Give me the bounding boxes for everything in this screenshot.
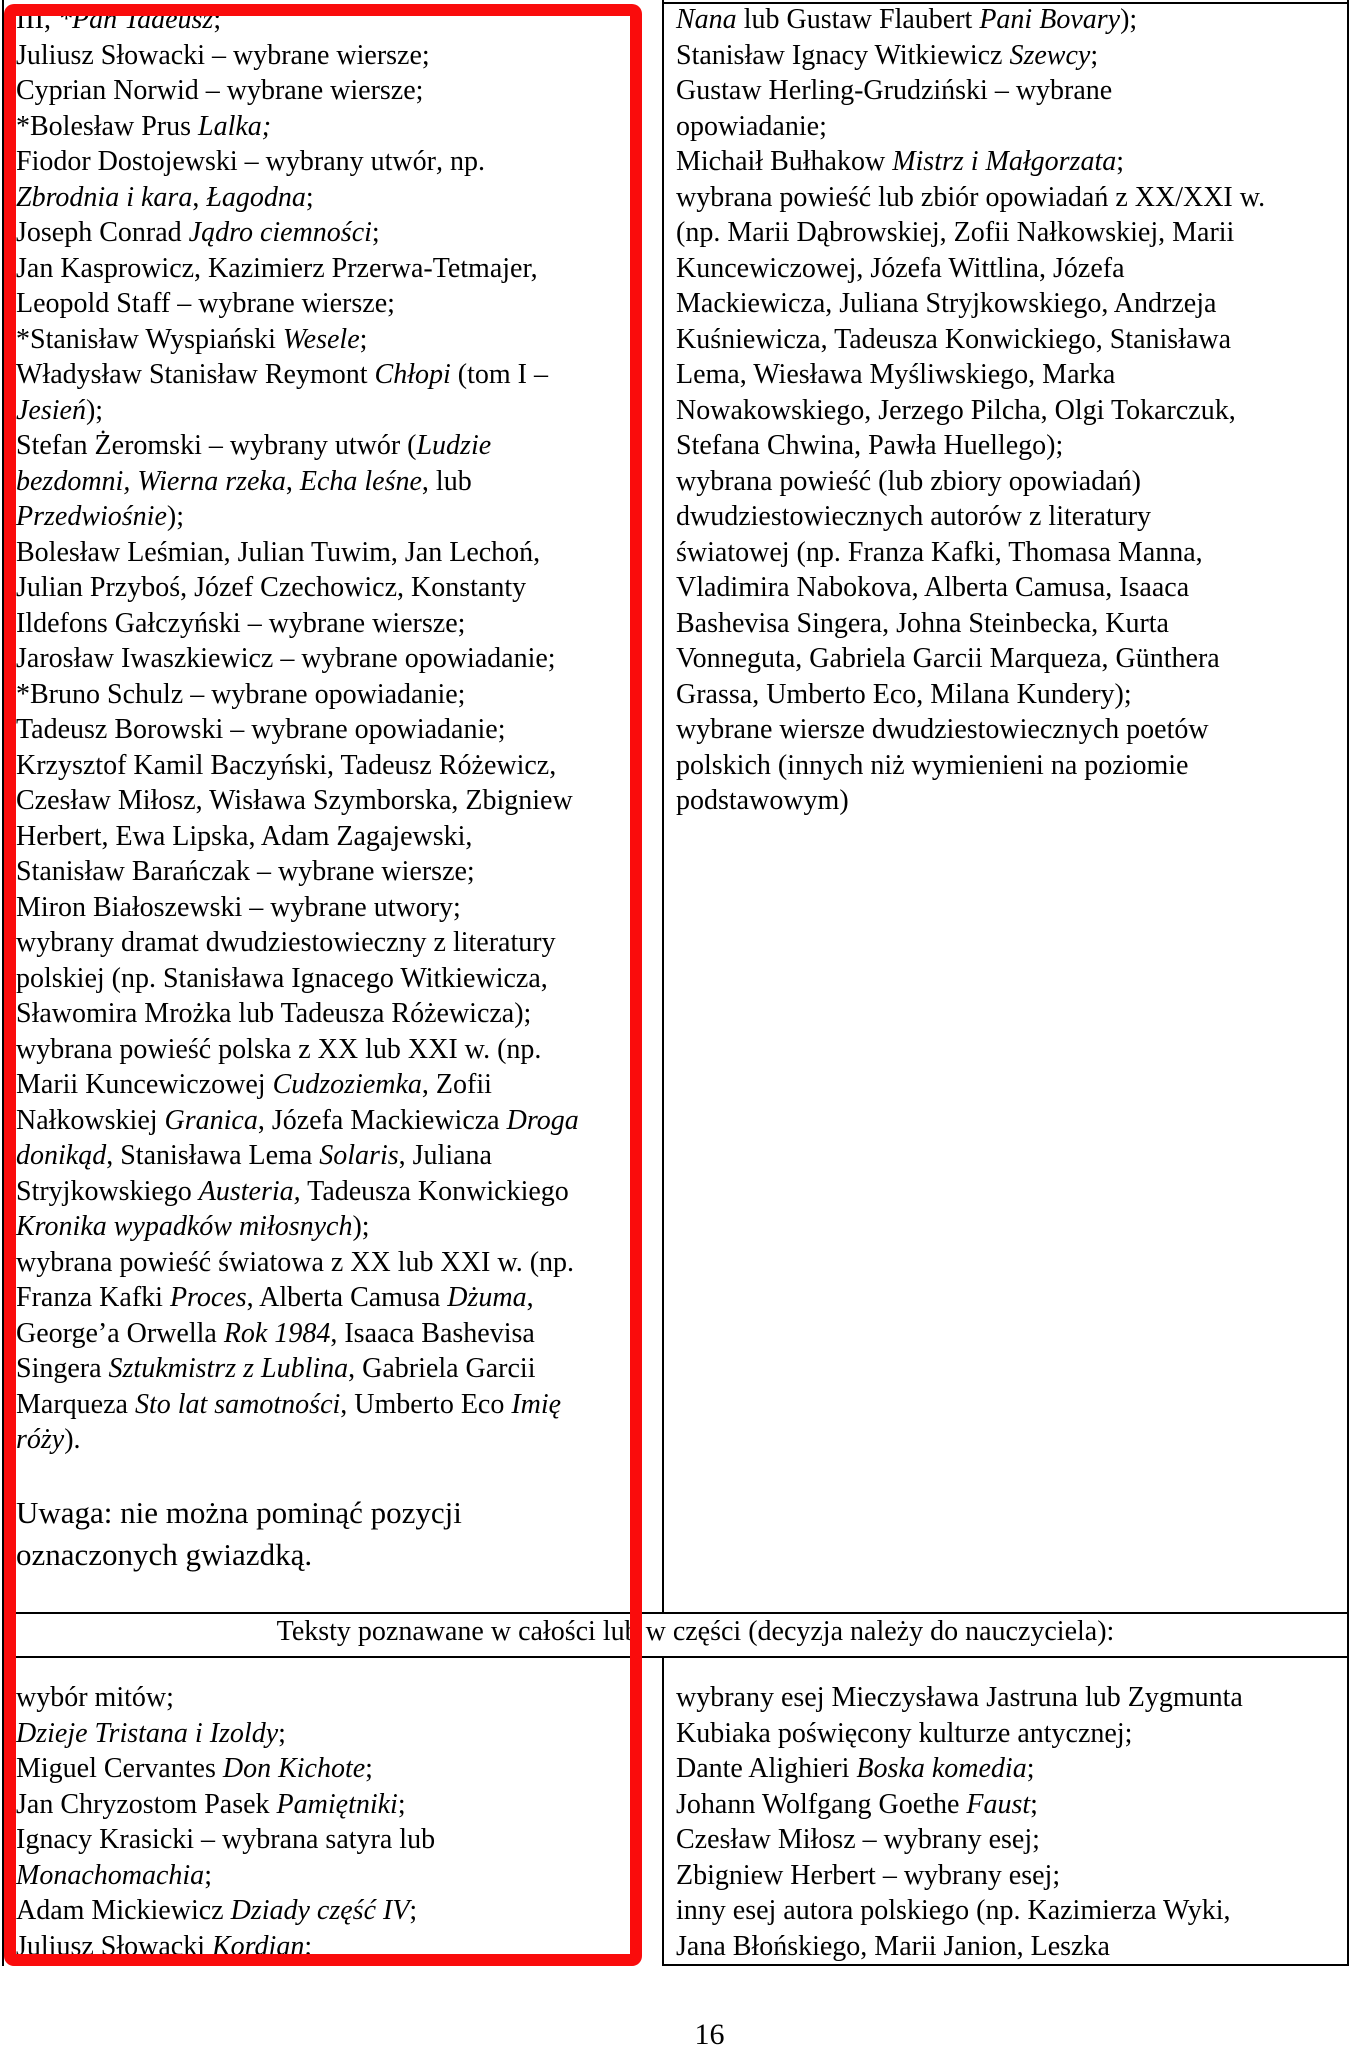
text-line [16, 1067, 579, 1103]
text-run: , Isaaca Bashevisa [330, 1317, 535, 1349]
text-line [16, 606, 579, 642]
text-run: , Alberta Camusa [246, 1282, 448, 1313]
italic-title: Kronika wypadków miłosnych [16, 1211, 353, 1242]
text-run: ; [305, 181, 314, 213]
italic-title: Dzieje Tristana i Izoldy [16, 1717, 279, 1749]
italic-title: Łagodna [206, 181, 306, 213]
italic-title: Lalka; [198, 110, 272, 142]
italic-title: Solaris [319, 1140, 399, 1171]
text-run: , [285, 465, 300, 497]
italic-title: Pamiętniki [276, 1788, 398, 1820]
text-run: Herbert, Ewa Lipska, Adam Zagajewski, [16, 820, 473, 852]
text-run: ; [304, 1930, 313, 1962]
text-run: Tadeusz Borowski – wybrane opowiadanie; [16, 714, 506, 745]
text-line [16, 322, 579, 358]
text-run: ); [352, 1211, 370, 1242]
text-run: Bashevisa Singera, Johna Steinbecka, Kurta [676, 607, 1169, 639]
text-run: polskiej (np. Stanisława Ignacego Witkiewicza, [16, 962, 548, 994]
text-line [16, 819, 579, 855]
text-run: Vladimira Nabokova, Alberta Camusa, Isaaca [676, 572, 1190, 603]
italic-title: Wesele [282, 323, 360, 355]
text-run: inny esej autora polskiego (np. Kazimierza Wyki, [676, 1895, 1231, 1926]
text-run: Sławomira Mrożka lub Tadeusza Różewicza); [16, 998, 532, 1029]
text-line [676, 109, 1265, 145]
text-run: , Józefa Mackiewicza [257, 1104, 507, 1136]
text-line [16, 357, 579, 393]
table-bottom-border [662, 1964, 1349, 1966]
text-run: ; [365, 1753, 373, 1784]
text-run: , Juliana [398, 1140, 492, 1171]
text-run: ; [1030, 1788, 1038, 1820]
text-line [16, 393, 579, 429]
text-line [16, 428, 579, 464]
text-line [676, 73, 1265, 109]
italic-title: Jesień [16, 394, 86, 426]
text-line [16, 890, 579, 926]
italic-title: Pani Bovary [979, 4, 1121, 35]
text-line [16, 641, 579, 677]
text-line [676, 1680, 1243, 1716]
text-run: ; [359, 323, 368, 355]
text-run: Stefan Żeromski – wybrany utwór ( [16, 430, 417, 461]
text-line [16, 783, 579, 819]
italic-title: *Pan Tadeusz [57, 4, 214, 35]
text-line [676, 464, 1265, 500]
reading-list-bottom-right [676, 1680, 1243, 1964]
text-line [676, 606, 1265, 642]
text-run: Stryjkowskiego [16, 1175, 199, 1207]
text-line [16, 215, 579, 251]
text-run: ); [166, 501, 184, 532]
text-run: podstawowym) [676, 785, 849, 816]
text-run: Michaił Bułhakow [676, 146, 893, 177]
text-line [676, 1822, 1243, 1858]
text-line [16, 1680, 435, 1716]
text-run: światowej (np. Franza Kafki, Thomasa Manna, [676, 536, 1203, 568]
italic-title: Sztukmistrz z Lublina [108, 1353, 349, 1384]
text-run: Singera [16, 1353, 109, 1384]
text-line [16, 180, 579, 216]
text-line [676, 215, 1265, 251]
text-line [16, 1209, 579, 1245]
text-line [676, 641, 1265, 677]
italic-title: Rok 1984 [223, 1317, 331, 1349]
text-line [676, 357, 1265, 393]
note-line: Uwaga: nie można pominąć pozycji [16, 1495, 462, 1530]
text-line [676, 428, 1265, 464]
text-line [16, 712, 579, 748]
text-line [16, 2, 579, 38]
text-run: (tom I – [450, 359, 548, 390]
text-run: Fiodor Dostojewski – wybrany utwór [16, 146, 436, 177]
text-line [676, 393, 1265, 429]
text-line [676, 499, 1265, 535]
text-line [676, 2, 1265, 38]
text-run: Jarosław Iwaszkiewicz – wybrane opowiadanie; [16, 643, 556, 674]
text-line [16, 1893, 435, 1929]
text-line [16, 73, 579, 109]
text-run: ; [1116, 146, 1125, 177]
text-line [16, 286, 579, 322]
text-run: Marii Kuncewiczowej [16, 1069, 273, 1100]
text-run: Ildefons Gałczyński – wybrane wiersze; [16, 607, 466, 639]
text-run: Bolesław Leśmian, Julian Tuwim, Jan Lechoń, [16, 536, 541, 568]
text-run: Stanisław Ignacy Witkiewicz [676, 39, 1010, 71]
text-run: wybór mitów; [16, 1682, 174, 1713]
text-run: , Zofii [421, 1069, 492, 1100]
section-heading: Teksty poznawane w całości lub w części (decyzja należy do nauczyciela): [276, 1616, 1115, 1647]
reading-list-bottom-left [16, 1680, 435, 1964]
text-run: , lub [421, 465, 472, 497]
italic-title: Dziady część IV [230, 1895, 410, 1926]
text-line [16, 1280, 579, 1316]
text-run: Leopold Staff – wybrane wiersze; [16, 288, 395, 319]
text-line [16, 1316, 579, 1352]
text-run: Miguel Cervantes [16, 1753, 223, 1784]
text-run: ; [397, 1788, 406, 1820]
asterisk-note [16, 1492, 462, 1576]
text-run: wybrany dramat dwudziestowieczny z literatury [16, 927, 556, 958]
text-run: Kuncewiczowej, Józefa Wittlina, Józefa [676, 252, 1125, 284]
text-run: Jana Błońskiego, Marii Janion, Leszka [676, 1930, 1110, 1962]
italic-title: Mistrz i Małgorzata [892, 146, 1117, 177]
italic-title: Zbrodnia i kara [16, 181, 193, 213]
text-line [16, 925, 579, 961]
italic-title: bezdomni, Wierna rzeka [16, 465, 286, 497]
text-line [676, 570, 1265, 606]
text-run: ; [1090, 39, 1099, 71]
text-run: , [526, 1282, 534, 1313]
text-run: *Bolesław Prus [16, 110, 198, 142]
text-run: ); [85, 394, 104, 426]
italic-title: Szewcy [1009, 39, 1091, 71]
italic-title: Boska komedia [856, 1753, 1027, 1784]
text-run: Julian Przyboś, Józef Czechowicz, Konstanty [16, 572, 527, 603]
text-run: Nałkowskiej [16, 1104, 165, 1136]
text-line [16, 109, 579, 145]
text-line [16, 1138, 579, 1174]
text-run: Grassa, Umberto Eco, Milana Kundery); [676, 678, 1132, 710]
text-line [16, 1174, 579, 1210]
table-left-border [2, 0, 4, 1966]
text-run: Kuśniewicza, Tadeusza Konwickiego, Stanisława [676, 323, 1232, 355]
text-line [16, 748, 579, 784]
text-line [676, 783, 1265, 819]
text-line [676, 535, 1265, 571]
text-line [676, 1929, 1243, 1965]
text-run: wybrana powieść lub zbiór opowiadań z XX/XXI w. [676, 181, 1266, 213]
text-line [16, 1929, 435, 1965]
text-run: Marqueza [16, 1388, 135, 1420]
text-line [16, 996, 579, 1032]
text-run: Jan Kasprowicz, Kazimierz Przerwa-Tetmajer, [16, 252, 538, 284]
italic-title: Austeria, [198, 1175, 301, 1207]
text-run: Kubiaka poświęcony kulturze antycznej; [676, 1717, 1133, 1749]
italic-title: Monachomachia [16, 1859, 205, 1891]
text-run: Czesław Miłosz, Wisława Szymborska, Zbigniew [16, 785, 573, 816]
text-run: Jan Chryzostom Pasek [16, 1788, 277, 1820]
text-line [16, 1103, 579, 1139]
italic-title: róży [16, 1424, 65, 1455]
text-line [16, 464, 579, 500]
text-run: , Stanisława Lema [106, 1140, 320, 1171]
text-run: Franza Kafki [16, 1282, 170, 1313]
italic-title: , [435, 146, 450, 177]
text-line [676, 748, 1265, 784]
italic-title: Proces [169, 1282, 247, 1313]
text-line [676, 180, 1265, 216]
italic-title: Echa leśne [299, 465, 422, 497]
text-line [676, 1858, 1243, 1894]
text-run: ). [64, 1424, 81, 1455]
text-run: (np. Marii Dąbrowskiej, Zofii Nałkowskiej, Marii [676, 217, 1235, 248]
text-run: dwudziestowiecznych autorów z literatury [676, 501, 1152, 532]
text-run: , Gabriela Garcii [348, 1353, 536, 1384]
text-line [676, 1893, 1243, 1929]
text-line [16, 1858, 435, 1894]
text-run: polskich (innych niż wymienieni na poziomie [676, 749, 1189, 781]
text-run: George’a Orwella [16, 1317, 224, 1349]
text-line [676, 286, 1265, 322]
text-line [676, 322, 1265, 358]
text-run: np. [449, 146, 485, 177]
italic-title: Przedwiośnie [16, 501, 167, 532]
table-column-divider-top [662, 0, 664, 1612]
text-run: Stanisław Barańczak – wybrane wiersze; [16, 856, 475, 887]
text-line [676, 251, 1265, 287]
text-run: III, [16, 4, 58, 35]
text-line [16, 535, 579, 571]
text-run: Tadeusza Konwickiego [300, 1175, 569, 1207]
table-column-divider-bottom [662, 1658, 664, 1966]
text-line [16, 1716, 435, 1752]
text-line [676, 1751, 1243, 1787]
text-run: , Umberto Eco [340, 1388, 512, 1420]
page-number: 16 [694, 2018, 725, 2051]
italic-title: Dżuma [447, 1282, 527, 1313]
text-line [676, 1716, 1243, 1752]
text-run: wybrana powieść polska z XX lub XXI w. (np. [16, 1033, 542, 1065]
text-line [16, 1351, 579, 1387]
text-run: Gustaw Herling-Grudziński – wybrane [676, 75, 1113, 106]
table-right-border [1347, 0, 1349, 1966]
text-run: Stefana Chwina, Pawła Huellego); [676, 430, 1064, 461]
text-run: ; [1026, 1753, 1035, 1784]
text-line [16, 1245, 579, 1281]
reading-list-top-left [16, 2, 579, 1458]
text-line [16, 854, 579, 890]
text-run: Johann Wolfgang Goethe [676, 1788, 967, 1820]
text-run: Czesław Miłosz – wybrany esej; [676, 1824, 1040, 1855]
text-run: ; [371, 217, 380, 248]
text-run: wybrana powieść światowa z XX lub XXI w. (np. [16, 1246, 575, 1278]
text-line [16, 1751, 435, 1787]
note-line: oznaczonych gwiazdką. [16, 1537, 313, 1572]
text-run: Vonneguta, Gabriela Garcii Marqueza, Günthera [676, 643, 1220, 674]
text-run: Miron Białoszewski – wybrane utwory; [16, 891, 461, 923]
italic-title: Don Kichote [222, 1753, 366, 1784]
text-run: opowiadanie; [676, 110, 827, 142]
text-run: Lema, Wiesława Myśliwskiego, Marka [676, 359, 1116, 390]
italic-title: Chłopi [374, 359, 451, 390]
text-run: Władysław Stanisław Reymont [16, 359, 375, 390]
text-run: ; [213, 4, 222, 35]
italic-title: Faust [966, 1788, 1031, 1820]
text-run: Dante Alighieri [676, 1753, 857, 1784]
text-run: , [192, 181, 207, 213]
table-heading-bottom-rule [2, 1656, 1349, 1658]
italic-title: Nana [676, 4, 737, 35]
text-line [16, 1787, 435, 1823]
italic-title: Imię [511, 1388, 562, 1420]
text-run: Adam Mickiewicz [16, 1895, 231, 1926]
text-run: Ignacy Krasicki – wybrana satyra lub [16, 1824, 436, 1855]
italic-title: donikąd [16, 1140, 107, 1171]
text-run: Juliusz Słowacki – wybrane wiersze; [16, 39, 430, 71]
text-line [16, 1032, 579, 1068]
text-line [16, 38, 579, 74]
reading-list-top-right [676, 2, 1265, 819]
text-line [16, 251, 579, 287]
text-line [676, 144, 1265, 180]
text-run: Cyprian Norwid – wybrane wiersze; [16, 75, 424, 106]
text-line [16, 499, 579, 535]
text-line [16, 1387, 579, 1423]
text-run: *Bruno Schulz – wybrane opowiadanie; [16, 678, 466, 710]
text-run: Mackiewicza, Juliana Stryjkowskiego, Andrzeja [676, 288, 1217, 319]
italic-title: Cudzoziemka [272, 1069, 422, 1100]
text-run: ); [1120, 4, 1138, 35]
text-run: wybrany esej Mieczysława Jastruna lub Zygmunta [676, 1682, 1243, 1713]
text-run: wybrane wiersze dwudziestowiecznych poetów [676, 714, 1209, 745]
text-run: wybrana powieść (lub zbiory opowiadań) [676, 465, 1141, 497]
italic-title: Kordian [212, 1930, 305, 1962]
text-run: Krzysztof Kamil Baczyński, Tadeusz Różewicz, [16, 749, 557, 781]
text-line [16, 1422, 579, 1458]
italic-title: Ludzie [416, 430, 492, 461]
text-run: Juliusz Słowacki [16, 1930, 212, 1962]
text-line [16, 144, 579, 180]
italic-title: Granica [164, 1104, 258, 1136]
text-line [16, 961, 579, 997]
text-run: ; [409, 1895, 418, 1926]
text-line [676, 38, 1265, 74]
text-line [676, 677, 1265, 713]
italic-title: Jądro ciemności [188, 217, 372, 248]
text-run: lub Gustaw Flaubert [736, 4, 980, 35]
italic-title: Sto lat samotności [134, 1388, 341, 1420]
text-run: Nowakowskiego, Jerzego Pilcha, Olgi Tokarczuk, [676, 394, 1236, 426]
text-run: ; [204, 1859, 212, 1891]
text-run: *Stanisław Wyspiański [16, 323, 283, 355]
text-line [16, 1822, 435, 1858]
text-line [16, 677, 579, 713]
text-run: Zbigniew Herbert – wybrany esej; [676, 1859, 1061, 1891]
text-line [676, 1787, 1243, 1823]
text-line [676, 712, 1265, 748]
text-run: ; [278, 1717, 286, 1749]
text-run: Joseph Conrad [16, 217, 189, 248]
text-line [16, 570, 579, 606]
italic-title: Droga [506, 1104, 579, 1136]
